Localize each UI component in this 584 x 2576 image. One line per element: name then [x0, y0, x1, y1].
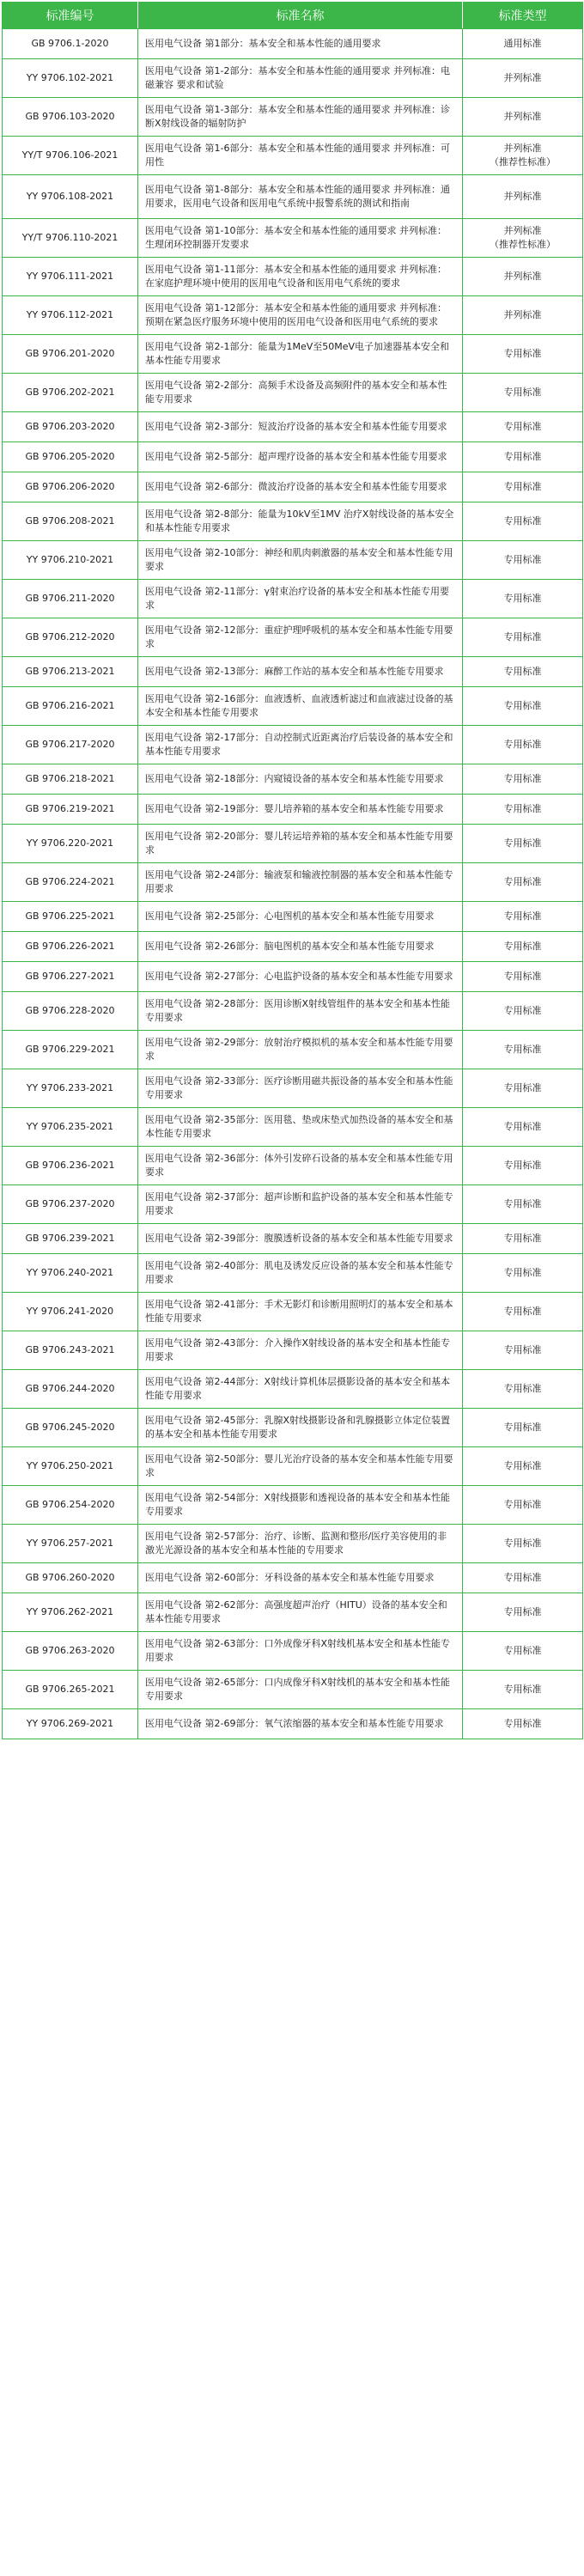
standard-code-cell: YY 9706.108-2021: [3, 175, 138, 219]
standard-type-cell: 专用标准: [463, 1525, 583, 1563]
standard-code-cell: GB 9706.213-2021: [3, 657, 138, 687]
standard-type-cell: 专用标准: [463, 374, 583, 412]
standard-type-cell: 通用标准: [463, 29, 583, 59]
standard-code-cell: YY 9706.262-2021: [3, 1593, 138, 1632]
standard-type-cell: 专用标准: [463, 1185, 583, 1224]
standard-type-cell: 专用标准: [463, 992, 583, 1031]
standard-name-cell: 医用电气设备 第2-63部分：口外成像牙科X射线机基本安全和基本性能专用要求: [138, 1632, 463, 1671]
table-row: [3, 1709, 583, 1739]
table-row: [3, 795, 583, 825]
standard-code-cell: GB 9706.229-2021: [3, 1031, 138, 1069]
standard-type-cell: 专用标准: [463, 1709, 583, 1739]
standard-name-cell: 医用电气设备 第2-19部分：婴儿培养箱的基本安全和基本性能专用要求: [138, 795, 463, 825]
table-row: [3, 1632, 583, 1671]
standard-code-cell: YY 9706.240-2021: [3, 1254, 138, 1293]
standard-name-cell: 医用电气设备 第2-5部分：超声理疗设备的基本安全和基本性能专用要求: [138, 442, 463, 472]
standard-name-cell: 医用电气设备 第2-25部分：心电图机的基本安全和基本性能专用要求: [138, 902, 463, 932]
table-row: [3, 412, 583, 442]
standard-type-cell: 并列标准: [463, 175, 583, 219]
standard-code-cell: GB 9706.211-2020: [3, 580, 138, 618]
standard-code-cell: GB 9706.225-2021: [3, 902, 138, 932]
table-row: [3, 1486, 583, 1525]
table-row: [3, 137, 583, 175]
standard-type-cell: 专用标准: [463, 442, 583, 472]
standard-name-cell: 医用电气设备 第2-17部分：自动控制式近距离治疗后装设备的基本安全和基本性能专用要求: [138, 726, 463, 764]
table-row: [3, 219, 583, 258]
standard-type-cell: 专用标准: [463, 1671, 583, 1709]
standard-type-cell: 专用标准: [463, 1563, 583, 1593]
header-type: 标准类型: [463, 3, 583, 29]
standard-code-cell: GB 9706.206-2020: [3, 472, 138, 502]
standard-code-cell: GB 9706.1-2020: [3, 29, 138, 59]
standard-type-cell: 专用标准: [463, 1331, 583, 1370]
table-row: [3, 1671, 583, 1709]
standard-code-cell: YY 9706.112-2021: [3, 296, 138, 335]
standard-type-cell: 专用标准: [463, 657, 583, 687]
standard-name-cell: 医用电气设备 第2-10部分：神经和肌肉刺激器的基本安全和基本性能专用要求: [138, 541, 463, 580]
standard-name-cell: 医用电气设备 第2-29部分：放射治疗模拟机的基本安全和基本性能专用要求: [138, 1031, 463, 1069]
standard-code-cell: GB 9706.202-2021: [3, 374, 138, 412]
standard-name-cell: 医用电气设备 第2-45部分：乳腺X射线摄影设备和乳腺摄影立体定位装置的基本安全和基本性能专用要求: [138, 1409, 463, 1447]
standard-name-cell: 医用电气设备 第2-28部分：医用诊断X射线管组件的基本安全和基本性能专用要求: [138, 992, 463, 1031]
standard-name-cell: 医用电气设备 第2-69部分：氧气浓缩器的基本安全和基本性能专用要求: [138, 1709, 463, 1739]
standard-type-cell: 并列标准: [463, 258, 583, 296]
standard-name-cell: 医用电气设备 第2-16部分：血液透析、血液透析滤过和血液滤过设备的基本安全和基本性能专用要求: [138, 687, 463, 726]
standard-name-cell: 医用电气设备 第2-6部分：微波治疗设备的基本安全和基本性能专用要求: [138, 472, 463, 502]
standard-name-cell: 医用电气设备 第2-57部分：治疗、诊断、监测和整形/医疗美容使用的非激光光源设备的基本安全和基本性能的专用要求: [138, 1525, 463, 1563]
table-row: [3, 657, 583, 687]
table-row: [3, 1147, 583, 1185]
standard-code-cell: GB 9706.237-2020: [3, 1185, 138, 1224]
standard-type-cell: 专用标准: [463, 932, 583, 962]
standard-name-cell: 医用电气设备 第2-18部分：内窥镜设备的基本安全和基本性能专用要求: [138, 764, 463, 795]
standard-code-cell: GB 9706.216-2021: [3, 687, 138, 726]
table-row: [3, 1031, 583, 1069]
standard-name-cell: 医用电气设备 第2-27部分：心电监护设备的基本安全和基本性能专用要求: [138, 962, 463, 992]
standard-name-cell: 医用电气设备 第2-2部分：高频手术设备及高频附件的基本安全和基本性能专用要求: [138, 374, 463, 412]
standard-type-cell: 专用标准: [463, 1069, 583, 1108]
table-body: [3, 29, 583, 1739]
standard-type-cell: 专用标准: [463, 1224, 583, 1254]
standard-type-cell: 专用标准: [463, 1593, 583, 1632]
table-row: [3, 726, 583, 764]
table-row: [3, 374, 583, 412]
table-row: [3, 1409, 583, 1447]
standard-name-cell: 医用电气设备 第2-26部分：脑电图机的基本安全和基本性能专用要求: [138, 932, 463, 962]
standard-type-cell: 专用标准: [463, 1370, 583, 1409]
standard-code-cell: YY/T 9706.106-2021: [3, 137, 138, 175]
table-row: [3, 1525, 583, 1563]
standard-code-cell: GB 9706.265-2021: [3, 1671, 138, 1709]
standard-type-cell: 专用标准: [463, 825, 583, 863]
standard-code-cell: YY 9706.250-2021: [3, 1447, 138, 1486]
table-row: [3, 1185, 583, 1224]
standard-code-cell: GB 9706.201-2020: [3, 335, 138, 374]
standard-type-cell: 并列标准: [463, 296, 583, 335]
standard-type-cell: 专用标准: [463, 1147, 583, 1185]
standard-name-cell: 医用电气设备 第2-60部分：牙科设备的基本安全和基本性能专用要求: [138, 1563, 463, 1593]
standard-name-cell: 医用电气设备 第2-39部分：腹膜透析设备的基本安全和基本性能专用要求: [138, 1224, 463, 1254]
standard-name-cell: 医用电气设备 第2-35部分：医用毯、垫或床垫式加热设备的基本安全和基本性能专用要求: [138, 1108, 463, 1147]
table-row: [3, 932, 583, 962]
table-header-row: [3, 3, 583, 29]
standard-name-cell: 医用电气设备 第2-44部分：X射线计算机体层摄影设备的基本安全和基本性能专用要求: [138, 1370, 463, 1409]
standard-type-cell: 专用标准: [463, 335, 583, 374]
standard-code-cell: GB 9706.239-2021: [3, 1224, 138, 1254]
standard-code-cell: YY 9706.233-2021: [3, 1069, 138, 1108]
table-row: [3, 1254, 583, 1293]
table-row: [3, 335, 583, 374]
standard-code-cell: GB 9706.227-2021: [3, 962, 138, 992]
standard-type-cell: 并列标准: [463, 98, 583, 137]
table-row: [3, 1447, 583, 1486]
standard-name-cell: 医用电气设备 第2-41部分：手术无影灯和诊断用照明灯的基本安全和基本性能专用要求: [138, 1293, 463, 1331]
table-row: [3, 764, 583, 795]
table-row: [3, 1224, 583, 1254]
standard-type-cell: 专用标准: [463, 1031, 583, 1069]
standard-name-cell: 医用电气设备 第2-33部分：医疗诊断用磁共振设备的基本安全和基本性能专用要求: [138, 1069, 463, 1108]
standard-code-cell: YY 9706.111-2021: [3, 258, 138, 296]
table-row: [3, 1370, 583, 1409]
standard-code-cell: GB 9706.208-2021: [3, 502, 138, 541]
table-row: [3, 962, 583, 992]
standard-name-cell: 医用电气设备 第2-36部分：体外引发碎石设备的基本安全和基本性能专用要求: [138, 1147, 463, 1185]
standard-code-cell: YY 9706.220-2021: [3, 825, 138, 863]
standard-type-cell: 专用标准: [463, 1409, 583, 1447]
standard-code-cell: GB 9706.244-2020: [3, 1370, 138, 1409]
standard-name-cell: 医用电气设备 第2-40部分：肌电及诱发反应设备的基本安全和基本性能专用要求: [138, 1254, 463, 1293]
standard-code-cell: GB 9706.219-2021: [3, 795, 138, 825]
standard-code-cell: GB 9706.245-2020: [3, 1409, 138, 1447]
standard-type-cell: 专用标准: [463, 902, 583, 932]
standard-code-cell: YY 9706.235-2021: [3, 1108, 138, 1147]
standard-type-cell: 专用标准: [463, 863, 583, 902]
table-row: [3, 541, 583, 580]
standard-code-cell: YY 9706.210-2021: [3, 541, 138, 580]
standard-code-cell: YY 9706.241-2020: [3, 1293, 138, 1331]
standard-name-cell: 医用电气设备 第2-13部分：麻醉工作站的基本安全和基本性能专用要求: [138, 657, 463, 687]
standard-code-cell: GB 9706.218-2021: [3, 764, 138, 795]
standard-type-cell: 专用标准: [463, 412, 583, 442]
table-row: [3, 258, 583, 296]
standard-code-cell: YY/T 9706.110-2021: [3, 219, 138, 258]
table-row: [3, 1593, 583, 1632]
standard-name-cell: 医用电气设备 第2-24部分：输液泵和输液控制器的基本安全和基本性能专用要求: [138, 863, 463, 902]
standard-type-cell: 专用标准: [463, 687, 583, 726]
standard-type-cell: 专用标准: [463, 580, 583, 618]
standard-code-cell: YY 9706.102-2021: [3, 59, 138, 98]
table-row: [3, 472, 583, 502]
standard-type-cell: 并列标准 （推荐性标准）: [463, 137, 583, 175]
standard-code-cell: GB 9706.203-2020: [3, 412, 138, 442]
standards-table-wrap: [0, 2, 584, 1739]
standard-code-cell: GB 9706.103-2020: [3, 98, 138, 137]
standard-type-cell: 专用标准: [463, 618, 583, 657]
standard-type-cell: 专用标准: [463, 1108, 583, 1147]
standard-type-cell: 专用标准: [463, 541, 583, 580]
table-row: [3, 825, 583, 863]
header-code: 标准编号: [3, 3, 138, 29]
standard-name-cell: 医用电气设备 第1-11部分：基本安全和基本性能的通用要求 并列标准：在家庭护理环境中使用的医用电气设备和医用电气系统的要求: [138, 258, 463, 296]
standard-name-cell: 医用电气设备 第2-62部分：高强度超声治疗（HITU）设备的基本安全和基本性能专用要求: [138, 1593, 463, 1632]
standard-code-cell: YY 9706.269-2021: [3, 1709, 138, 1739]
standard-code-cell: YY 9706.257-2021: [3, 1525, 138, 1563]
table-row: [3, 687, 583, 726]
header-name: 标准名称: [138, 3, 463, 29]
standard-name-cell: 医用电气设备 第2-37部分：超声诊断和监护设备的基本安全和基本性能专用要求: [138, 1185, 463, 1224]
table-row: [3, 1108, 583, 1147]
table-row: [3, 992, 583, 1031]
standard-type-cell: 专用标准: [463, 472, 583, 502]
standard-type-cell: 专用标准: [463, 795, 583, 825]
standard-code-cell: GB 9706.260-2020: [3, 1563, 138, 1593]
standard-name-cell: 医用电气设备 第2-1部分：能量为1MeV至50MeV电子加速器基本安全和基本性能专用要求: [138, 335, 463, 374]
standards-table: [2, 2, 583, 1739]
standard-type-cell: 并列标准: [463, 59, 583, 98]
standard-name-cell: 医用电气设备 第2-12部分：重症护理呼吸机的基本安全和基本性能专用要求: [138, 618, 463, 657]
table-row: [3, 59, 583, 98]
standard-type-cell: 专用标准: [463, 1447, 583, 1486]
table-row: [3, 902, 583, 932]
standard-name-cell: 医用电气设备 第2-65部分：口内成像牙科X射线机的基本安全和基本性能专用要求: [138, 1671, 463, 1709]
standard-name-cell: 医用电气设备 第2-50部分：婴儿光治疗设备的基本安全和基本性能专用要求: [138, 1447, 463, 1486]
standard-code-cell: GB 9706.236-2021: [3, 1147, 138, 1185]
table-row: [3, 1293, 583, 1331]
table-row: [3, 580, 583, 618]
table-row: [3, 442, 583, 472]
standard-name-cell: 医用电气设备 第1-3部分：基本安全和基本性能的通用要求 并列标准：诊断X射线设备的辐射防护: [138, 98, 463, 137]
standard-name-cell: 医用电气设备 第2-11部分：γ射束治疗设备的基本安全和基本性能专用要求: [138, 580, 463, 618]
standard-code-cell: GB 9706.224-2021: [3, 863, 138, 902]
standard-type-cell: 专用标准: [463, 1486, 583, 1525]
standard-code-cell: GB 9706.212-2020: [3, 618, 138, 657]
standard-code-cell: GB 9706.254-2020: [3, 1486, 138, 1525]
standard-code-cell: GB 9706.228-2020: [3, 992, 138, 1031]
table-row: [3, 175, 583, 219]
table-row: [3, 296, 583, 335]
standard-code-cell: GB 9706.226-2021: [3, 932, 138, 962]
standard-name-cell: 医用电气设备 第1-8部分：基本安全和基本性能的通用要求 并列标准：通用要求，医用电气设备和医用电气系统中报警系统的测试和指南: [138, 175, 463, 219]
standard-name-cell: 医用电气设备 第2-3部分：短波治疗设备的基本安全和基本性能专用要求: [138, 412, 463, 442]
standard-type-cell: 专用标准: [463, 1293, 583, 1331]
standard-name-cell: 医用电气设备 第2-43部分：介入操作X射线设备的基本安全和基本性能专用要求: [138, 1331, 463, 1370]
table-row: [3, 502, 583, 541]
standard-name-cell: 医用电气设备 第2-20部分：婴儿转运培养箱的基本安全和基本性能专用要求: [138, 825, 463, 863]
table-row: [3, 29, 583, 59]
standard-name-cell: 医用电气设备 第2-54部分：X射线摄影和透视设备的基本安全和基本性能专用要求: [138, 1486, 463, 1525]
standard-type-cell: 专用标准: [463, 726, 583, 764]
standard-type-cell: 专用标准: [463, 1254, 583, 1293]
table-row: [3, 863, 583, 902]
standard-type-cell: 专用标准: [463, 764, 583, 795]
standard-type-cell: 专用标准: [463, 1632, 583, 1671]
table-row: [3, 98, 583, 137]
standard-name-cell: 医用电气设备 第1-12部分：基本安全和基本性能的通用要求 并列标准：预期在紧急医疗服务环境中使用的医用电气设备和医用电气系统的要求: [138, 296, 463, 335]
standard-code-cell: GB 9706.217-2020: [3, 726, 138, 764]
standard-code-cell: GB 9706.263-2020: [3, 1632, 138, 1671]
table-row: [3, 1069, 583, 1108]
standard-name-cell: 医用电气设备 第1部分：基本安全和基本性能的通用要求: [138, 29, 463, 59]
standard-name-cell: 医用电气设备 第1-2部分：基本安全和基本性能的通用要求 并列标准：电磁兼容 要求和试验: [138, 59, 463, 98]
table-row: [3, 1331, 583, 1370]
standard-type-cell: 专用标准: [463, 962, 583, 992]
table-row: [3, 1563, 583, 1593]
standard-name-cell: 医用电气设备 第2-8部分：能量为10kV至1MV 治疗X射线设备的基本安全和基本性能专用要求: [138, 502, 463, 541]
standard-name-cell: 医用电气设备 第1-10部分：基本安全和基本性能的通用要求 并列标准：生理闭环控制器开发要求: [138, 219, 463, 258]
standard-code-cell: GB 9706.205-2020: [3, 442, 138, 472]
table-row: [3, 618, 583, 657]
standard-code-cell: GB 9706.243-2021: [3, 1331, 138, 1370]
standard-name-cell: 医用电气设备 第1-6部分：基本安全和基本性能的通用要求 并列标准：可用性: [138, 137, 463, 175]
standard-type-cell: 专用标准: [463, 502, 583, 541]
standard-type-cell: 并列标准 （推荐性标准）: [463, 219, 583, 258]
